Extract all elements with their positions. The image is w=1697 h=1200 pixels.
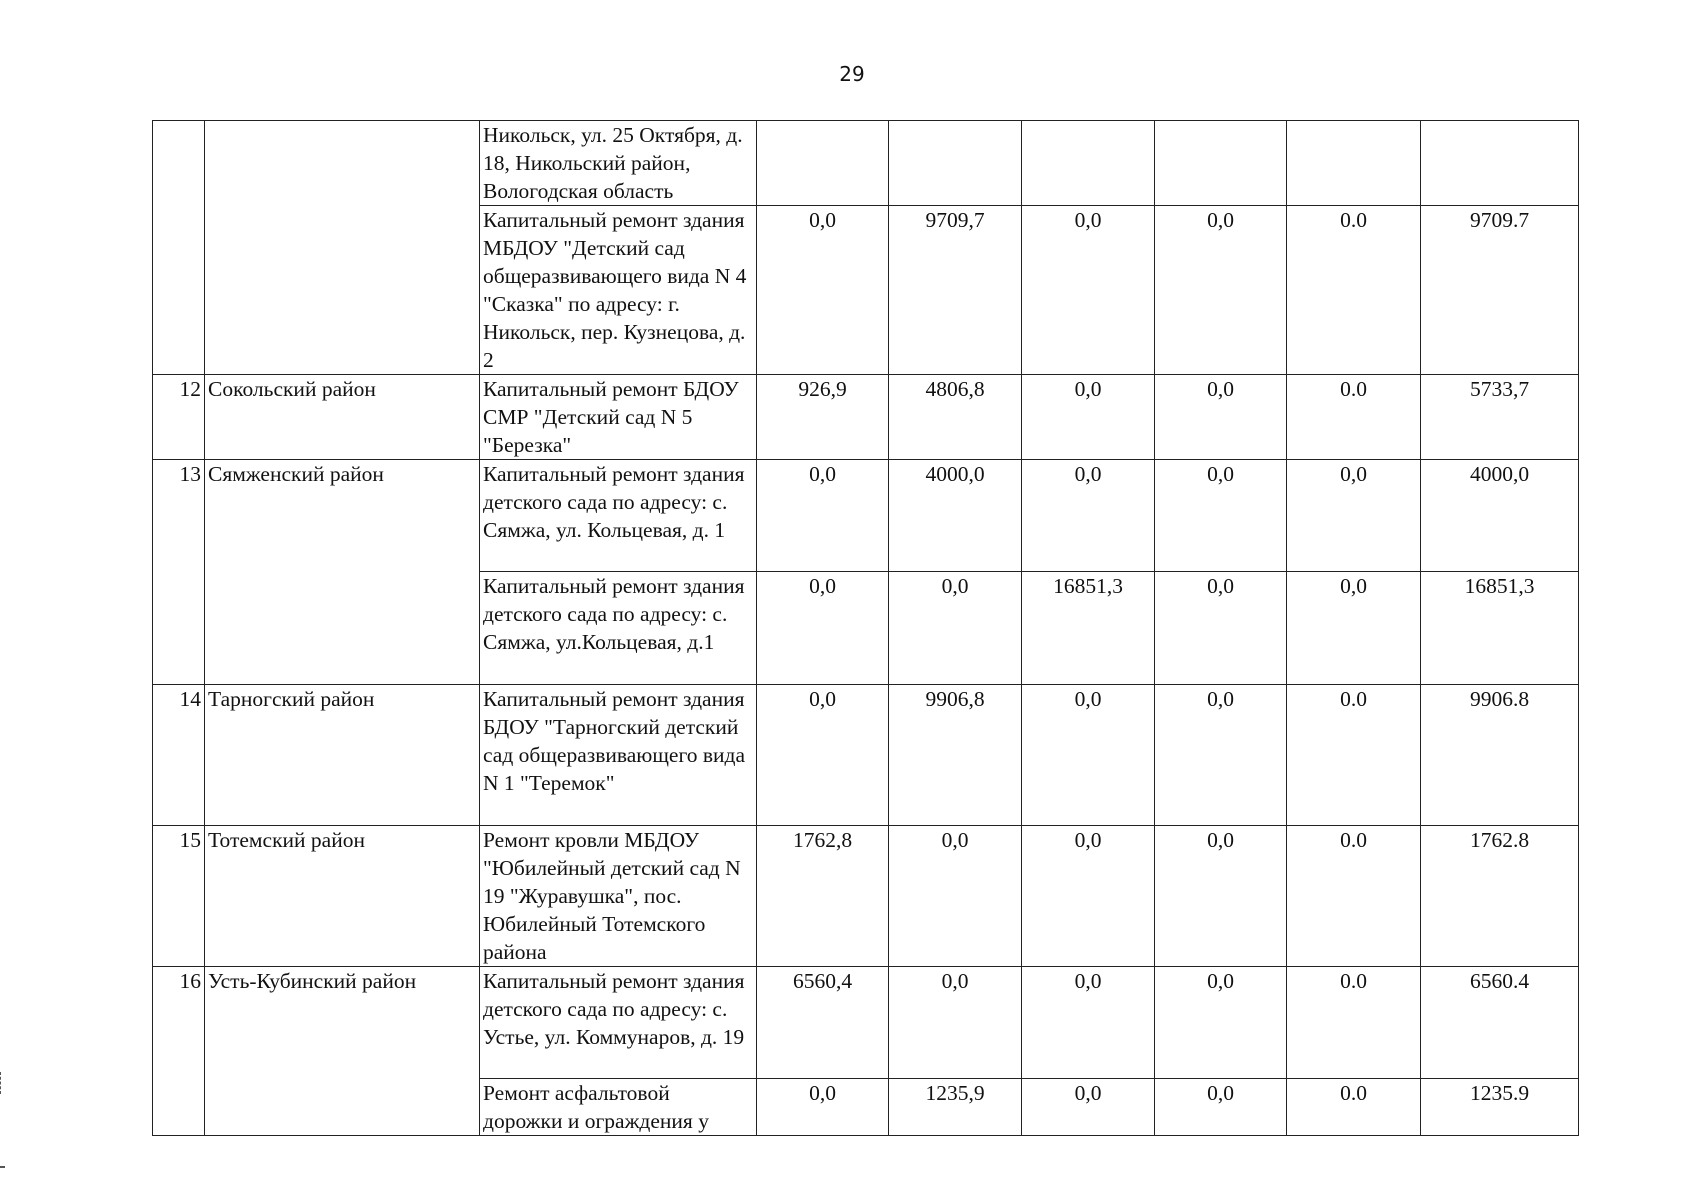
value-col-4: 0,0 xyxy=(1155,1079,1287,1136)
value-col-2: 0,0 xyxy=(889,572,1022,685)
value-col-3: 0,0 xyxy=(1022,1079,1155,1136)
value-col-6: 1762.8 xyxy=(1421,826,1579,967)
value-col-1: 0,0 xyxy=(757,206,889,375)
value-col-3: 0,0 xyxy=(1022,206,1155,375)
value-col-4: 0,0 xyxy=(1155,206,1287,375)
value-col-6: 9906.8 xyxy=(1421,685,1579,826)
row-number: 14 xyxy=(153,685,205,826)
value-col-1: 0,0 xyxy=(757,460,889,572)
value-col-6: 9709.7 xyxy=(1421,206,1579,375)
value-col-6: 4000,0 xyxy=(1421,460,1579,572)
value-col-4: 0,0 xyxy=(1155,375,1287,460)
value-col-2: 9906,8 xyxy=(889,685,1022,826)
value-col-5: 0.0 xyxy=(1287,1079,1421,1136)
value-col-5: 0,0 xyxy=(1287,572,1421,685)
work-description: Капитальный ремонт здания МБДОУ "Детский сад общеразвивающего вида N 4 "Сказка" по адресу: г. Никольск, пер. Кузнецова, д. 2 xyxy=(480,206,757,375)
value-col-1: 0,0 xyxy=(757,1079,889,1136)
district-name: Тотемский район xyxy=(205,826,480,967)
value-col-5: 0,0 xyxy=(1287,460,1421,572)
value-col-3 xyxy=(1022,121,1155,206)
table-row xyxy=(153,460,1579,572)
district-name: Тарногский район xyxy=(205,685,480,826)
value-col-3: 0,0 xyxy=(1022,460,1155,572)
work-description: Капитальный ремонт здания детского сада по адресу: с. Сямжа, ул.Кольцевая, д.1 xyxy=(480,572,757,685)
value-col-6: 16851,3 xyxy=(1421,572,1579,685)
work-description: Ремонт асфальтовой дорожки и ограждения у xyxy=(480,1079,757,1136)
table-row xyxy=(153,826,1579,967)
row-number: 16 xyxy=(153,967,205,1136)
value-col-4: 0,0 xyxy=(1155,826,1287,967)
value-col-6: 6560.4 xyxy=(1421,967,1579,1079)
value-col-5: 0.0 xyxy=(1287,685,1421,826)
row-number: 12 xyxy=(153,375,205,460)
value-col-2: 1235,9 xyxy=(889,1079,1022,1136)
value-col-5: 0.0 xyxy=(1287,375,1421,460)
financing-table xyxy=(152,120,1579,1136)
district-name: Усть-Кубинский район xyxy=(205,967,480,1136)
value-col-5: 0.0 xyxy=(1287,206,1421,375)
value-col-4: 0,0 xyxy=(1155,572,1287,685)
row-number xyxy=(153,121,205,375)
work-description: Ремонт кровли МБДОУ "Юбилейный детский сад N 19 "Журавушка", пос. Юбилейный Тотемского района xyxy=(480,826,757,967)
work-description: Капитальный ремонт здания детского сада по адресу: с. Сямжа, ул. Кольцевая, д. 1 xyxy=(480,460,757,572)
value-col-4: 0,0 xyxy=(1155,685,1287,826)
page-number: 29 xyxy=(839,62,865,86)
value-col-2: 4000,0 xyxy=(889,460,1022,572)
value-col-2: 0,0 xyxy=(889,826,1022,967)
value-col-1: 0,0 xyxy=(757,685,889,826)
district-name: Сокольский район xyxy=(205,375,480,460)
value-col-4: 0,0 xyxy=(1155,460,1287,572)
row-number: 13 xyxy=(153,460,205,685)
value-col-4: 0,0 xyxy=(1155,967,1287,1079)
work-description: Капитальный ремонт БДОУ СМР "Детский сад N 5 "Березка" xyxy=(480,375,757,460)
table-row xyxy=(153,121,1579,206)
work-description: Никольск, ул. 25 Октября, д. 18, Никольский район, Вологодская область xyxy=(480,121,757,206)
value-col-3: 0,0 xyxy=(1022,967,1155,1079)
value-col-3: 0,0 xyxy=(1022,375,1155,460)
value-col-3: 0,0 xyxy=(1022,685,1155,826)
value-col-6 xyxy=(1421,121,1579,206)
value-col-1 xyxy=(757,121,889,206)
value-col-3: 16851,3 xyxy=(1022,572,1155,685)
value-col-1: 1762,8 xyxy=(757,826,889,967)
district-name: Сямженский район xyxy=(205,460,480,685)
value-col-1: 926,9 xyxy=(757,375,889,460)
value-col-5: 0.0 xyxy=(1287,826,1421,967)
value-col-6: 5733,7 xyxy=(1421,375,1579,460)
value-col-4 xyxy=(1155,121,1287,206)
value-col-5 xyxy=(1287,121,1421,206)
value-col-5: 0.0 xyxy=(1287,967,1421,1079)
work-description: Капитальный ремонт здания БДОУ "Тарногский детский сад общеразвивающего вида N 1 "Теремок" xyxy=(480,685,757,826)
table-row xyxy=(153,685,1579,826)
scan-edge-mark xyxy=(0,1072,5,1094)
value-col-2: 9709,7 xyxy=(889,206,1022,375)
value-col-3: 0,0 xyxy=(1022,826,1155,967)
table-row xyxy=(153,967,1579,1079)
row-number: 15 xyxy=(153,826,205,967)
value-col-2: 0,0 xyxy=(889,967,1022,1079)
value-col-6: 1235.9 xyxy=(1421,1079,1579,1136)
value-col-1: 0,0 xyxy=(757,572,889,685)
scan-edge-dot xyxy=(0,1166,5,1168)
value-col-2 xyxy=(889,121,1022,206)
value-col-2: 4806,8 xyxy=(889,375,1022,460)
value-col-1: 6560,4 xyxy=(757,967,889,1079)
work-description: Капитальный ремонт здания детского сада по адресу: с. Устье, ул. Коммунаров, д. 19 xyxy=(480,967,757,1079)
table-row xyxy=(153,375,1579,460)
district-name xyxy=(205,121,480,375)
